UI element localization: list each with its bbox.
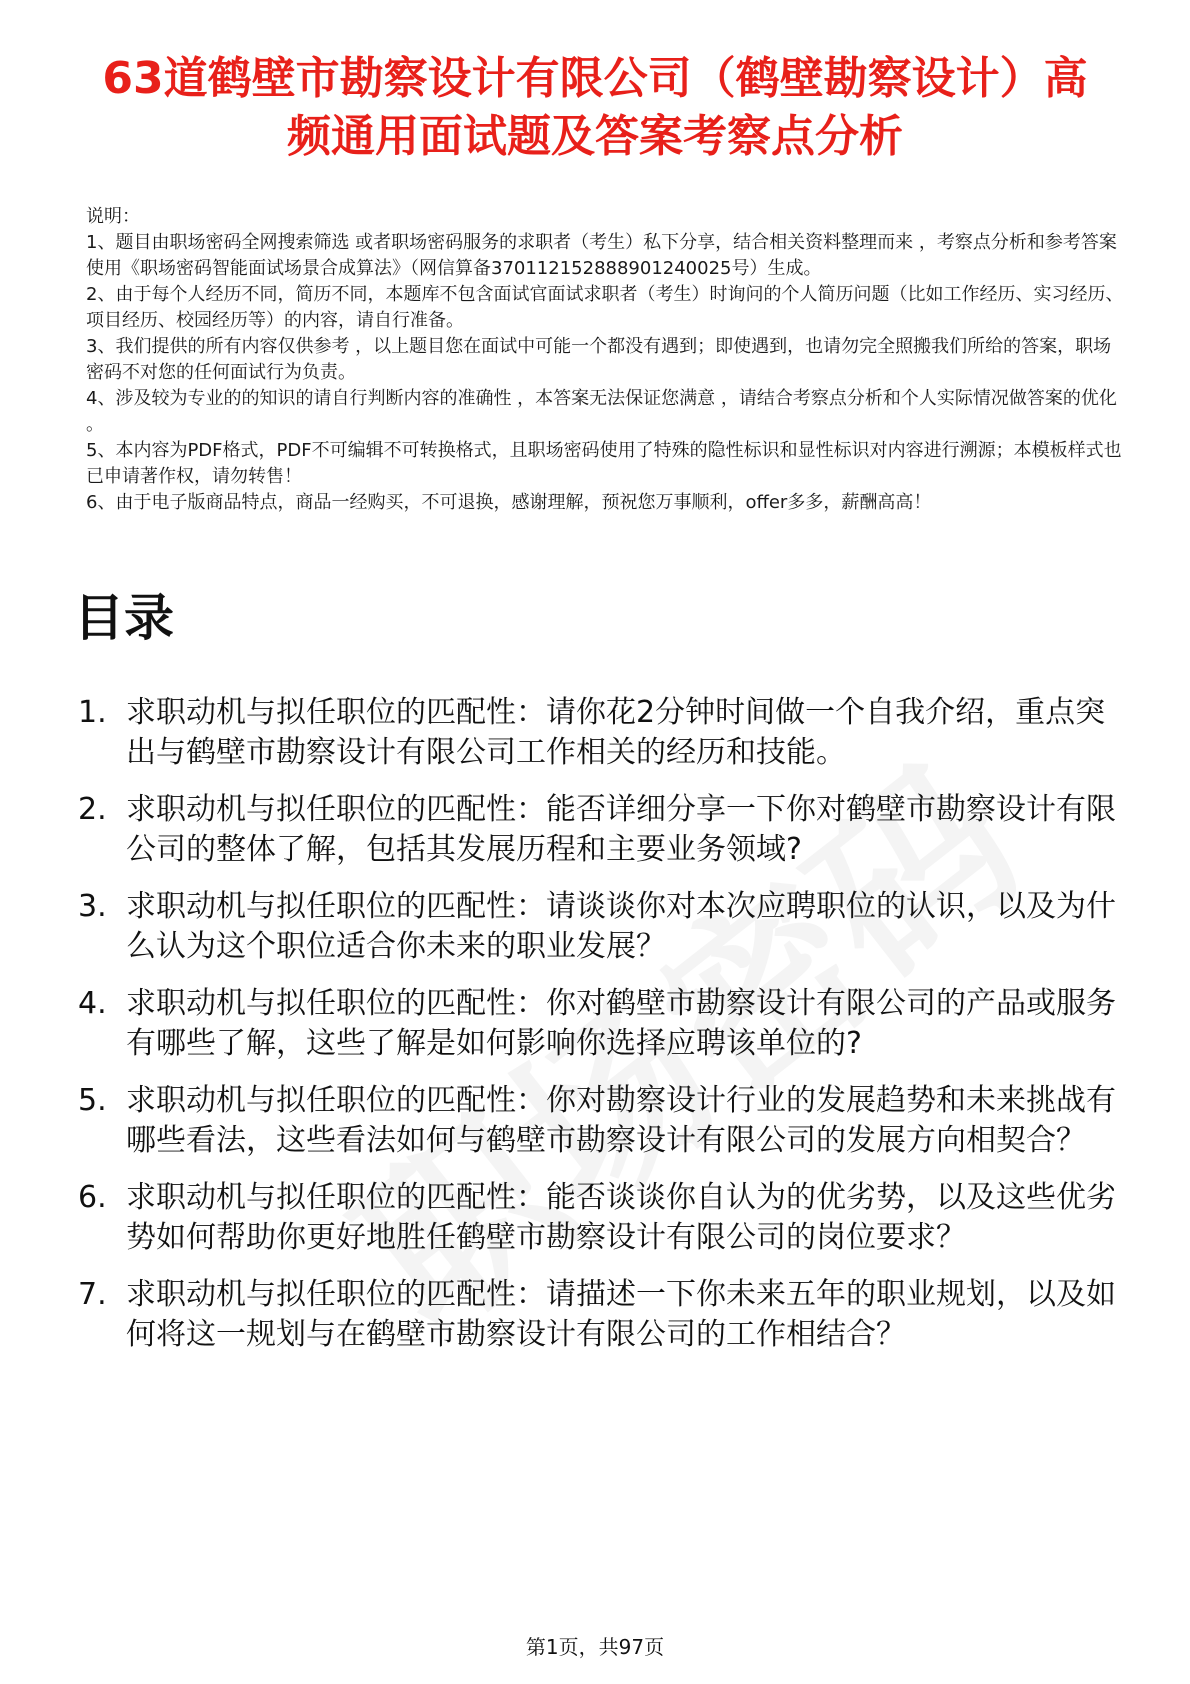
toc-item-number: 6.	[78, 1180, 107, 1215]
toc-item-text: 求职动机与拟任职位的匹配性：请谈谈你对本次应聘职位的认识，以及为什么认为这个职位适合你未来的职业发展？	[126, 889, 1116, 964]
document-title: 63道鹤壁市勘察设计有限公司（鹤壁勘察设计）高频通用面试题及答案考察点分析	[102, 53, 1088, 162]
toc-item[interactable]	[78, 790, 1118, 870]
toc-item-text: 求职动机与拟任职位的匹配性：你对鹤壁市勘察设计有限公司的产品或服务有哪些了解，这些了解是如何影响你选择应聘该单位的?	[126, 986, 1116, 1061]
toc-item-number: 7.	[78, 1277, 107, 1312]
note-item: 3、我们提供的所有内容仅供参考 ，以上题目您在面试中可能一个都没有遇到；即使遇到，也请勿完全照搬我们所给的答案，职场密码不对您的任何面试行为负责。	[86, 336, 1112, 383]
toc-item[interactable]	[78, 1081, 1118, 1161]
note-item: 1、题目由职场密码全网搜索筛选 或者职场密码服务的求职者（考生）私下分享，结合相关资料整理而来 ，考察点分析和参考答案使用《职场密码智能面试场景合成算法》（网信算备370112152888901240025号）生成。	[86, 232, 1117, 279]
toc-item[interactable]	[78, 984, 1118, 1064]
toc-item-number: 4.	[78, 986, 107, 1021]
toc-heading: 目录	[74, 589, 174, 647]
note-item: 2、由于每个人经历不同，简历不同，本题库不包含面试官面试求职者（考生）时询问的个人简历问题（比如工作经历、实习经历、项目经历、校园经历等）的内容，请自行准备。	[86, 284, 1124, 331]
notes-heading: 说明：	[86, 206, 140, 227]
notes-section	[86, 204, 1126, 516]
note-item: 5、本内容为PDF格式，PDF不可编辑不可转换格式，且职场密码使用了特殊的隐性标识和显性标识对内容进行溯源；本模板样式也已申请著作权，请勿转售！	[86, 440, 1122, 487]
page-number: 第1页，共97页	[525, 1635, 665, 1659]
toc-item[interactable]	[78, 887, 1118, 967]
toc-item-text: 求职动机与拟任职位的匹配性：你对勘察设计行业的发展趋势和未来挑战有哪些看法，这些看法如何与鹤壁市勘察设计有限公司的发展方向相契合？	[126, 1083, 1116, 1158]
toc-item[interactable]	[78, 1275, 1118, 1355]
toc-item-text: 求职动机与拟任职位的匹配性：请描述一下你未来五年的职业规划，以及如何将这一规划与在鹤壁市勘察设计有限公司的工作相结合？	[126, 1277, 1116, 1352]
toc-item[interactable]	[78, 1178, 1118, 1258]
toc-item-text: 求职动机与拟任职位的匹配性：能否谈谈你自认为的优劣势，以及这些优劣势如何帮助你更好地胜任鹤壁市勘察设计有限公司的岗位要求？	[126, 1180, 1116, 1255]
toc-list	[78, 693, 1118, 1372]
toc-item-number: 3.	[78, 889, 107, 924]
note-item: 4、涉及较为专业的的知识的请自行判断内容的准确性 ，本答案无法保证您满意 ，请结合考察点分析和个人实际情况做答案的优化 。	[86, 388, 1117, 435]
toc-item[interactable]	[78, 693, 1118, 773]
toc-item-number: 1.	[78, 695, 107, 730]
note-item: 6、由于电子版商品特点，商品一经购买，不可退换，感谢理解，预祝您万事顺利，offer多多，薪酬高高！	[86, 492, 932, 513]
toc-item-text: 求职动机与拟任职位的匹配性：请你花2分钟时间做一个自我介绍，重点突出与鹤壁市勘察设计有限公司工作相关的经历和技能。	[126, 695, 1106, 770]
toc-item-number: 5.	[78, 1083, 107, 1118]
toc-item-text: 求职动机与拟任职位的匹配性：能否详细分享一下你对鹤壁市勘察设计有限公司的整体了解，包括其发展历程和主要业务领域?	[126, 792, 1116, 867]
toc-item-number: 2.	[78, 792, 107, 827]
